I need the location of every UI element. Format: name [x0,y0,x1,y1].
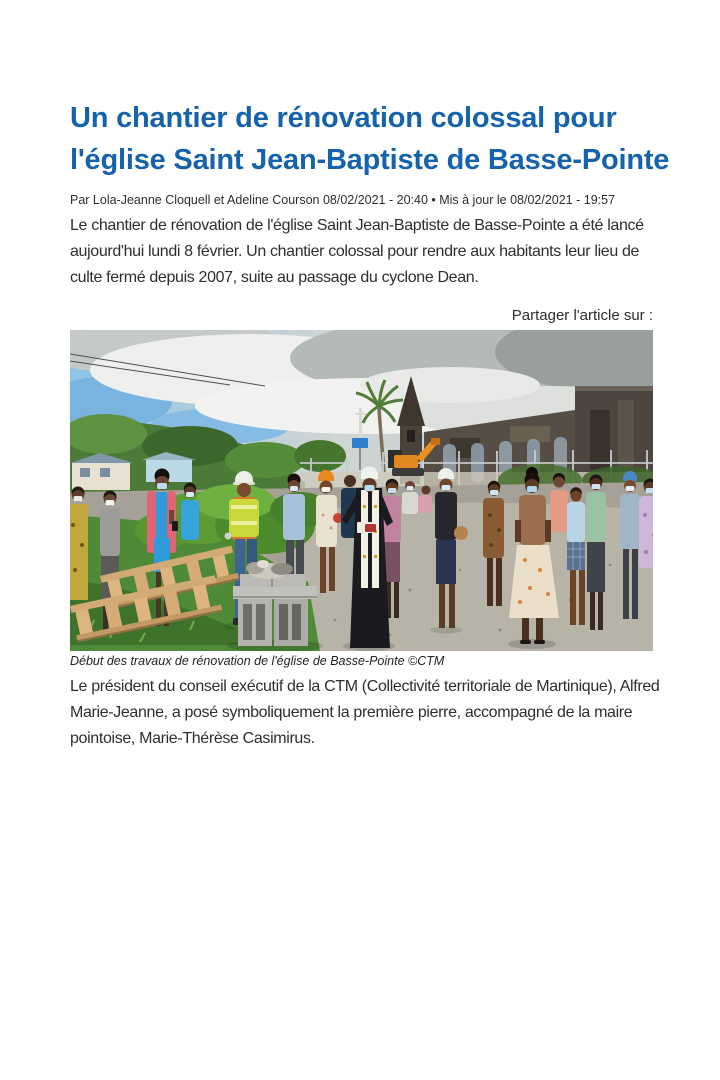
article-title: Un chantier de rénovation colossal pour l'église Saint Jean-Baptiste de Basse-Pointe [70,102,670,176]
photo-groundbreaking-ceremony [70,330,653,651]
article-byline: Par Lola-Jeanne Cloquell et Adeline Courson 08/02/2021 - 20:40 • Mis à jour le 08/02/2021 - 19:57 [70,193,616,207]
news-article [70,97,670,768]
article-photo [70,330,653,669]
article-lead: Le chantier de rénovation de l'église Saint Jean-Baptiste de Basse-Pointe a été lancé aujourd'hui lundi 8 février. Un chantier colossal pour rendre aux habitants leur lieu de culte fermé depuis 2007, suite au passage du cyclone Dean. [70,217,644,286]
article-body-paragraph: Le président du conseil exécutif de la CTM (Collectivité territoriale de Martinique), Alfred Marie-Jeanne, a posé symboliquement la première pierre, accompagné de la maire pointoise, Marie-Thérèse Casimirus. [70,678,660,747]
share-label: Partager l'article sur : [511,307,653,324]
photo-caption: Début des travaux de rénovation de l'église de Basse-Pointe ©CTM [70,654,445,668]
